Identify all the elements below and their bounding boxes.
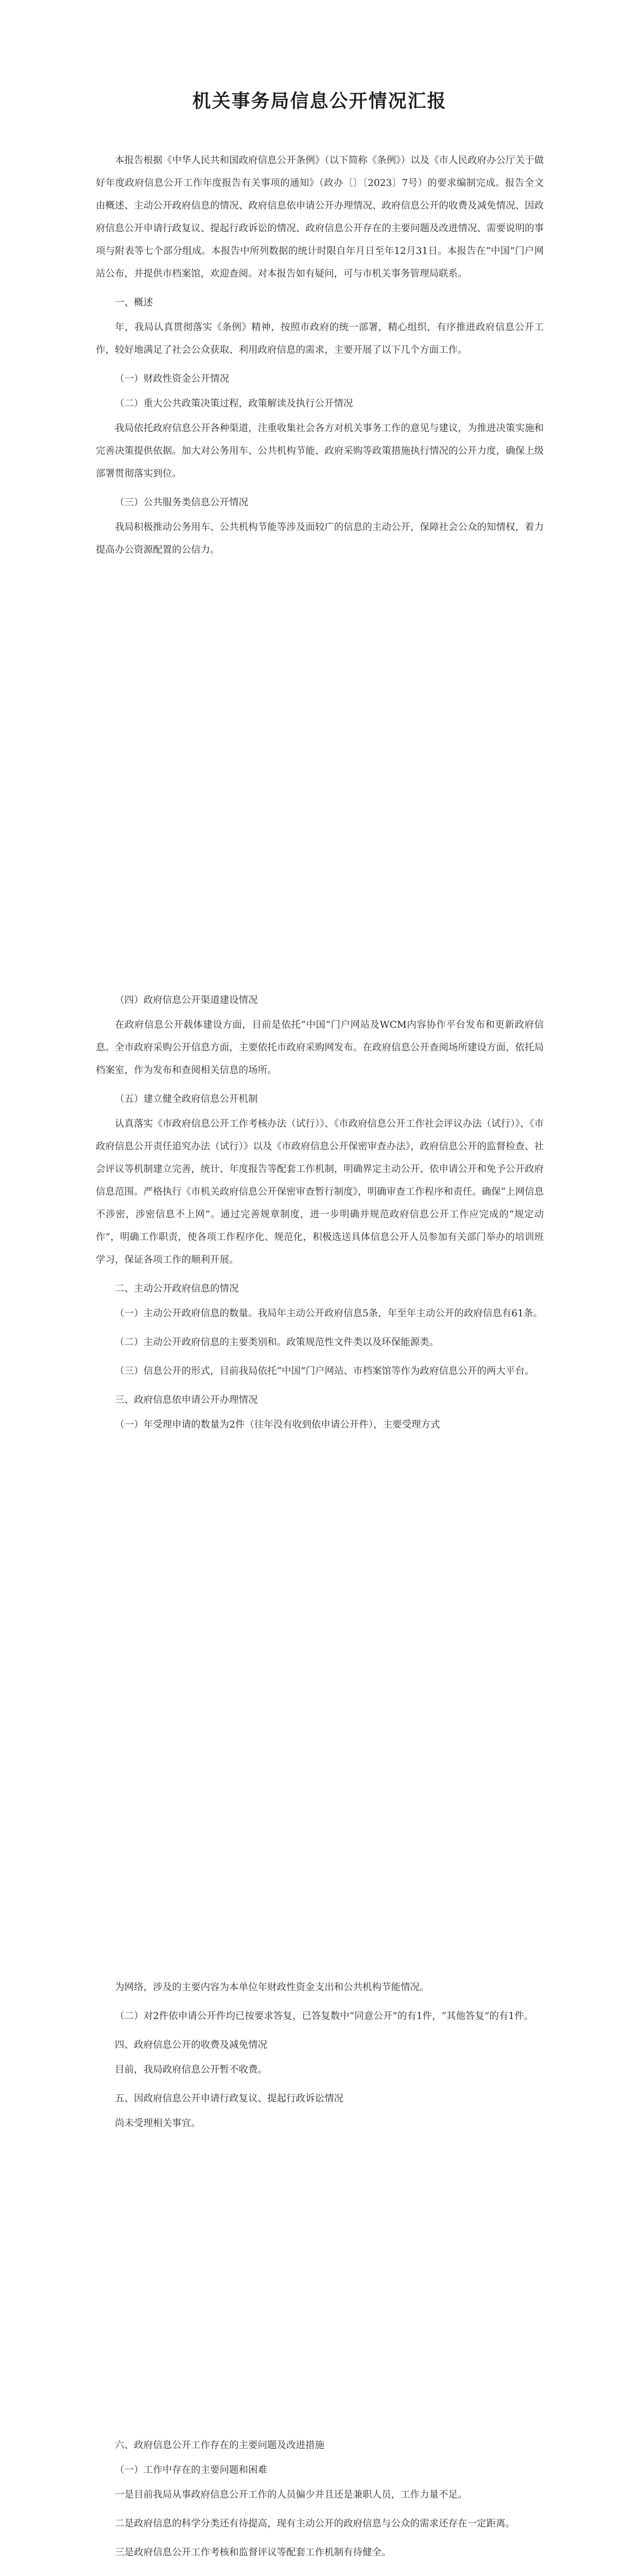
text-block-2 xyxy=(96,989,544,1443)
section-heading: 五、因政府信息公开申请行政复议、提起行政诉讼情况 xyxy=(115,2093,344,2104)
section-heading: 一、概述 xyxy=(115,297,153,308)
text-block-1 xyxy=(96,149,544,568)
subsection-heading: （五）建立健全政府信息公开机制 xyxy=(115,1094,258,1105)
subsection-heading: （一）财政性资金公开情况 xyxy=(115,374,230,384)
paragraph: 为网络，涉及的主要内容为本单位年财政性资金支出和公共机构节能情况。 xyxy=(115,1982,429,1993)
subsection-heading: （三）公共服务类信息公开情况 xyxy=(115,497,249,508)
subsection-heading xyxy=(96,2570,544,2576)
paragraph: 三是政府信息公开工作考核和监督评议等配套工作机制有待健全。 xyxy=(115,2547,391,2558)
paragraph: 年，我局认真贯彻落实《条例》精神，按照市政府的统一部署，精心组织，有序推进政府信息公开工作，较好地满足了社会公众获取、利用政府信息的需求，主要开展了以下几个方面工作。 xyxy=(96,322,544,355)
paragraph: （一）主动公开政府信息的数量。我局年主动公开政府信息5条，年至年主动公开的政府信息有61条。 xyxy=(115,1308,543,1319)
subsection-heading: （二）重大公共政策决策过程，政策解读及执行公开情况 xyxy=(115,398,353,409)
paragraph: 目前，我局政府信息公开暂不收费。 xyxy=(115,2064,268,2075)
subsection-heading: （一）工作中存在的主要问题和困难 xyxy=(115,2465,268,2476)
paragraph: （二）对2件依申请公开件均已按要求答复，已答复数中“同意公开”的有1件，“其他答复”的有1件。 xyxy=(115,2011,534,2022)
paragraph: 尚未受理相关事宜。 xyxy=(115,2118,201,2129)
paragraph: （二）主动公开政府信息的主要类别和。政策规范性文件类以及环保能源类。 xyxy=(115,1337,439,1348)
paragraph: 我局积极推动公务用车、公共机构节能等涉及面较广的信息的主动公开，保障社会公众的知情权，着力提高办公资源配置的公信力。 xyxy=(96,522,544,555)
paragraph: 一是目前我局从事政府信息公开工作的人员偏少并且还是兼职人员，工作力量不足。 xyxy=(115,2489,468,2500)
paragraph: 认真落实《市政府信息公开工作考核办法（试行）》、《市政府信息公开工作社会评议办法（试行）》、《市政府信息公开责任追究办法（试行）》以及《市政府信息公开保密审查办法》，政府信息公开的监督检查、社会评议等机制建立完善，统计、年度报告等配套工作机制，明确界定主动公开、依申请公开和免予公开政府信息范围。严格执行《市机关政府信息公开保密审查暂行制度》，明确审查工作程序和责任。确保“上网信息不涉密，涉密信息不上网”。通过完善规章制度，进一步明确并规范政府信息公开工作应完成的“规定动作”，明确工作职责，使各项工作程序化、规范化，积极选送具体信息公开人员参加有关部门举办的培训班学习，保证各项工作的顺利开展。 xyxy=(96,1118,544,1265)
paragraph: 本报告根据《中华人民共和国政府信息公开条例》（以下简称《条例》）以及《市人民政府办公厅关于做好年度政府信息公开工作年度报告有关事项的通知》（政办〔〕〔2023〕7号）的要求编制完成。报告全文由概述、主动公开政府信息的情况、政府信息依申请公开办理情况、政府信息公开的收费及减免情况、因政府信息公开申请行政复议、提起行政诉讼的情况、政府信息公开存在的主要问题及改进情况、需要说明的事项与附表等七个部分组成。本报告中所列数据的统计时限自年月日至年12月31日。本报告在“中国”门户网站公布，并提供市档案馆，欢迎查阅。对本报告如有疑问，可与市机关事务管理局联系。 xyxy=(96,155,544,279)
document-title: 机关事务局信息公开情况汇报 xyxy=(192,90,447,112)
section-heading: 二、主动公开政府信息的情况 xyxy=(115,1283,239,1294)
paragraph: （三）信息公开的形式，目前我局依托“中国”门户网站、市档案馆等作为政府信息公开的两大平台。 xyxy=(115,1366,534,1377)
text-block-3 xyxy=(96,1976,544,2141)
text-block-4 xyxy=(96,2434,544,2576)
section-heading: 三、政府信息依申请公开办理情况 xyxy=(115,1395,258,1405)
paragraph: 我局依托政府信息公开各种渠道，注重收集社会各方对机关事务工作的意见与建议，为推进决策实施和完善决策提供依据。加大对公务用车、公共机构节能、政府采购等政策措施执行情况的公开力度，确保上级部署贯彻落实到位。 xyxy=(96,423,544,479)
paragraph: （一）年受理申请的数量为2件（往年没有收到依申请公开件），主要受理方式 xyxy=(115,1419,440,1430)
section-heading: 六、政府信息公开工作存在的主要问题及改进措施 xyxy=(115,2440,325,2451)
section-heading: 四、政府信息公开的收费及减免情况 xyxy=(115,2040,268,2050)
paragraph: 二是政府信息的科学分类还有待提高，现有主动公开的政府信息与公众的需求还存在一定距离。 xyxy=(115,2518,515,2529)
subsection-heading: （四）政府信息公开渠道建设情况 xyxy=(115,995,258,1006)
paragraph: 在政府信息公开载体建设方面，目前是依托“中国”门户网站及WCM内容协作平台发布和更新政府信息。全市政府采购公开信息方面，主要依托市政府采购网发布。在政府信息公开查阅场所建设方面，依托局档案室，作为发布和查阅相关信息的场所。 xyxy=(96,1020,544,1076)
